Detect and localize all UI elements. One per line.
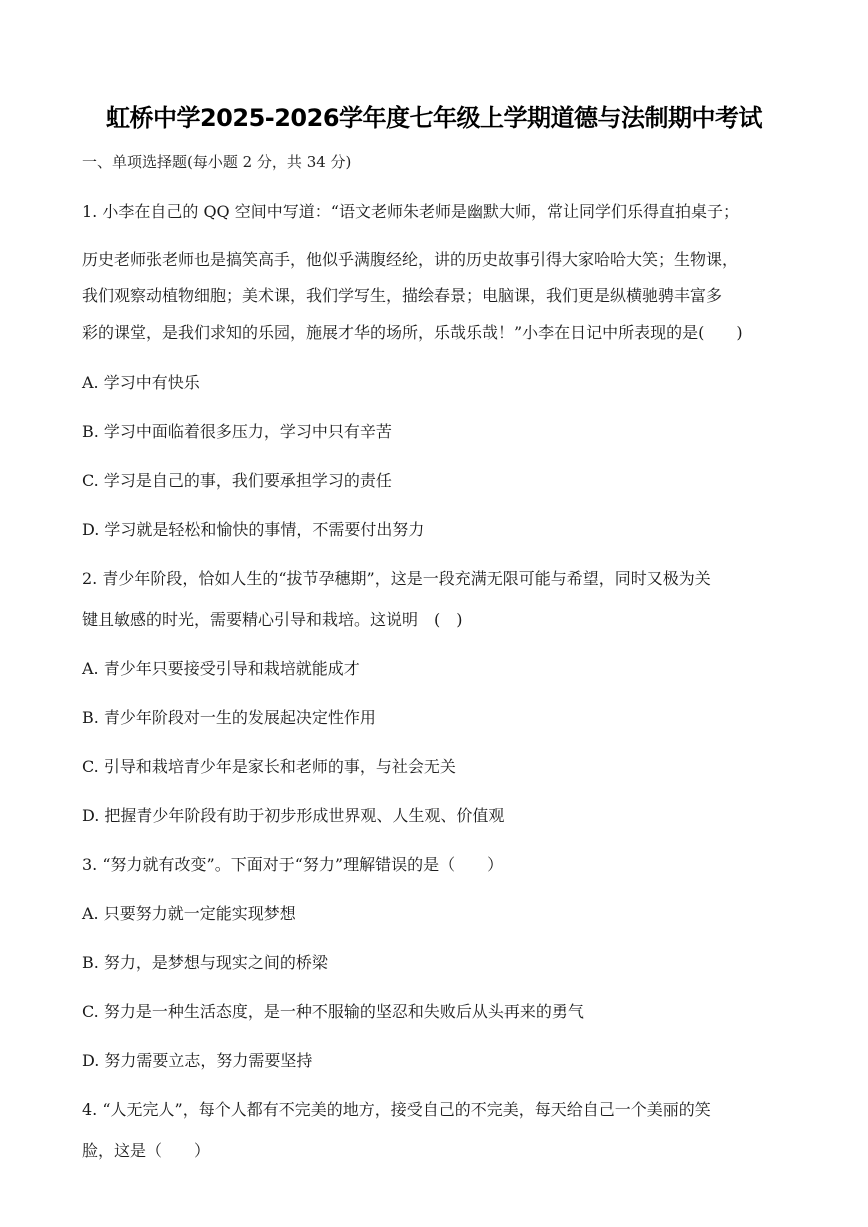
page-title: 虹桥中学2025-2026学年度七年级上学期道德与法制期中考试 [105,104,763,132]
question-1-option-c: C. 学习是自己的事，我们要承担学习的责任 [82,471,392,490]
question-2-line-2: 键且敏感的时光，需要精心引导和栽培。这说明 ( ) [82,610,463,629]
question-1-option-a: A. 学习中有快乐 [82,373,200,392]
question-3-line-1: 3. “努力就有改变”。下面对于“努力”理解错误的是（ ） [82,855,504,874]
question-2-line-1: 2. 青少年阶段，恰如人生的“拔节孕穗期”，这是一段充满无限可能与希望，同时又极为关 [82,569,711,588]
question-3-option-c: C. 努力是一种生活态度，是一种不服输的坚忍和失败后从头再来的勇气 [82,1002,584,1021]
question-1-line-2: 历史老师张老师也是搞笑高手，他似乎满腹经纶，讲的历史故事引得大家哈哈大笑；生物课， [82,250,739,269]
question-3-option-b: B. 努力，是梦想与现实之间的桥梁 [82,953,328,972]
question-3-option-a: A. 只要努力就一定能实现梦想 [82,904,296,923]
question-4-line-2: 脸，这是（ ） [82,1141,211,1160]
question-2-option-d: D. 把握青少年阶段有助于初步形成世界观、人生观、价值观 [82,806,505,825]
question-2-option-b: B. 青少年阶段对一生的发展起决定性作用 [82,708,376,727]
question-1-line-4: 彩的课堂，是我们求知的乐园，施展才华的场所，乐哉乐哉！”小李在日记中所表现的是( ) [82,323,743,342]
section-header: 一、单项选择题(每小题 2 分，共 34 分) [82,153,352,171]
question-2-option-a: A. 青少年只要接受引导和栽培就能成才 [82,659,360,678]
question-1-option-d: D. 学习就是轻松和愉快的事情，不需要付出努力 [82,520,425,539]
question-1-line-1: 1. 小李在自己的 QQ 空间中写道：“语文老师朱老师是幽默大师，常让同学们乐得直拍桌子； [82,202,739,221]
question-2-option-c: C. 引导和栽培青少年是家长和老师的事，与社会无关 [82,757,456,776]
question-4-line-1: 4. “人无完人”，每个人都有不完美的地方，接受自己的不完美，每天给自己一个美丽的笑 [82,1100,711,1119]
question-1-line-3: 我们观察动植物细胞；美术课，我们学写生，描绘春景；电脑课，我们更是纵横驰骋丰富多 [82,286,723,305]
question-1-option-b: B. 学习中面临着很多压力，学习中只有辛苦 [82,422,392,441]
question-3-option-d: D. 努力需要立志，努力需要坚持 [82,1051,313,1070]
